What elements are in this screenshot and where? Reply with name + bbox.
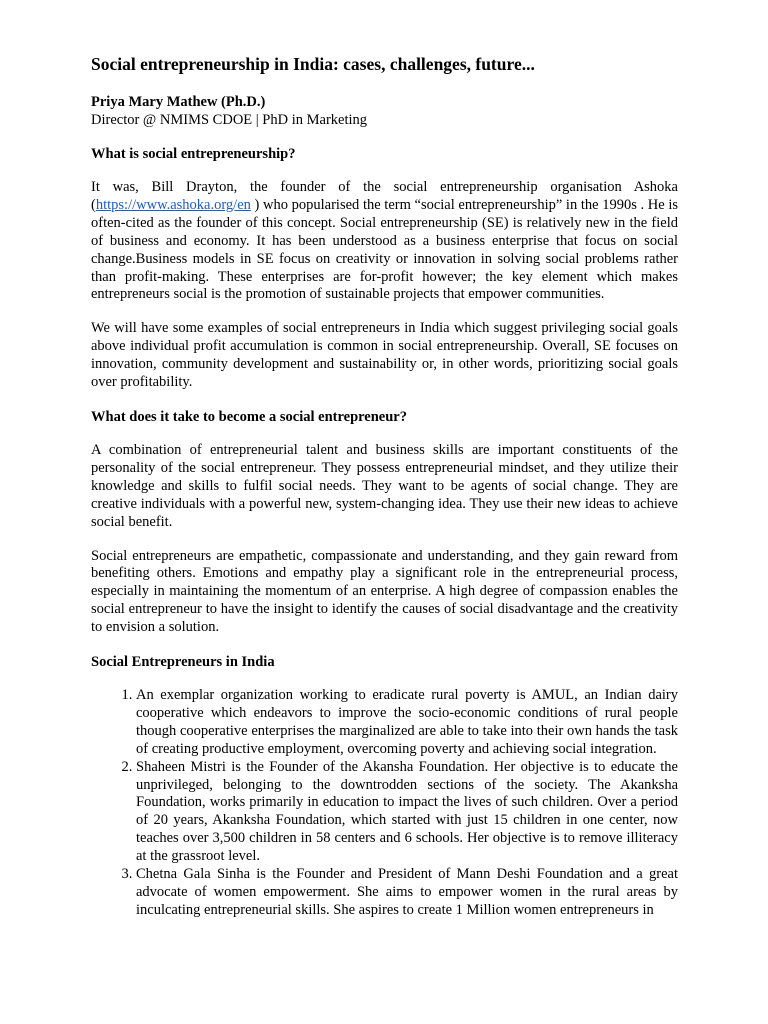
entrepreneurs-list: [91, 687, 678, 920]
section-heading-se-india: Social Entrepreneurs in India: [91, 654, 275, 671]
author-role: Director @ NMIMS CDOE | PhD in Marketing: [91, 112, 368, 128]
paragraph-drayton: [91, 179, 678, 304]
section-heading-what-is-se: What is social entrepreneurship?: [91, 146, 296, 162]
paragraph-drayton-text-2: ) who popularised the term “social entrepreneurship” in the 1990s . He is often-cited as the founder of this concept. Social entrepreneurship (SE) is relatively new in the field of business and economy. It has been understood as a business enterprise that focus on social change.Business models in SE focus on creativity or innovation in solving social problems rather than profit-making. These enterprises are for-profit however; the key element which makes entrepreneurs social is the promotion of sustainable projects that empower communities.: [91, 196, 678, 303]
paragraph-combination: A combination of entrepreneurial talent and business skills are important constituents of the personality of the social entrepreneur. They possess entrepreneurial mindset, and they utilize their knowledge and skills to fulfil social needs. They want to be agents of social change. They are creative individuals with a powerful new, system-changing idea. They use their new ideas to achieve social benefit.: [91, 441, 678, 530]
page-title: Social entrepreneurship in India: cases, challenges, future...: [91, 54, 535, 74]
list-item: 3. Chetna Gala Sinha is the Founder and President of Mann Deshi Foundation and a great advocate of women empowerment. She aims to empower women in the rural areas by inculcating entrepreneurial skills. She aspires to create 1 Million women entrepreneurs in: [136, 866, 678, 920]
paragraph-examples: We will have some examples of social entrepreneurs in India which suggest privileging social goals above individual profit accumulation is common in social entrepreneurship. Overall, SE focuses on innovation, community development and sustainability or, in other words, prioritizing social goals over profitability.: [91, 320, 678, 391]
ashoka-link[interactable]: https://www.ashoka.org/en: [95, 196, 251, 213]
paragraph-drayton-text-1: It was, Bill Drayton, the founder of the social entrepreneurship organisation Ashoka (: [91, 179, 678, 213]
list-item: 2. Shaheen Mistri is the Founder of the Akansha Foundation. Her objective is to educate the unprivileged, belonging to the downtrodden sections of the society. The Akanksha Foundation, works primarily in education to impact the lives of such children. Over a period of 20 years, Akanksha Foundation, which started with just 15 children in one center, now teaches over 3,500 children in 58 centers and 6 schools. Her objective is to remove illiteracy at the grassroot level.: [136, 759, 678, 866]
section-heading-become-se: What does it take to become a social entrepreneur?: [91, 408, 407, 425]
list-item: 1. An exemplar organization working to eradicate rural poverty is AMUL, an Indian dairy cooperative which endeavors to improve the socio-economic conditions of rural people though cooperative enterprises the marginalized are able to take into their own hands the task of creating productive employment, overcoming poverty and achieving social integration.: [136, 687, 678, 759]
paragraph-empathy: Social entrepreneurs are empathetic, compassionate and understanding, and they gain reward from benefiting others. Emotions and empathy play a significant role in the entrepreneurial process, especially in maintaining the momentum of an enterprise. A high degree of compassion enables the social entrepreneur to have the insight to identify the causes of social disadvantage and the creativity to envision a solution.: [91, 547, 678, 636]
author-name: Priya Mary Mathew (Ph.D.): [91, 94, 266, 110]
